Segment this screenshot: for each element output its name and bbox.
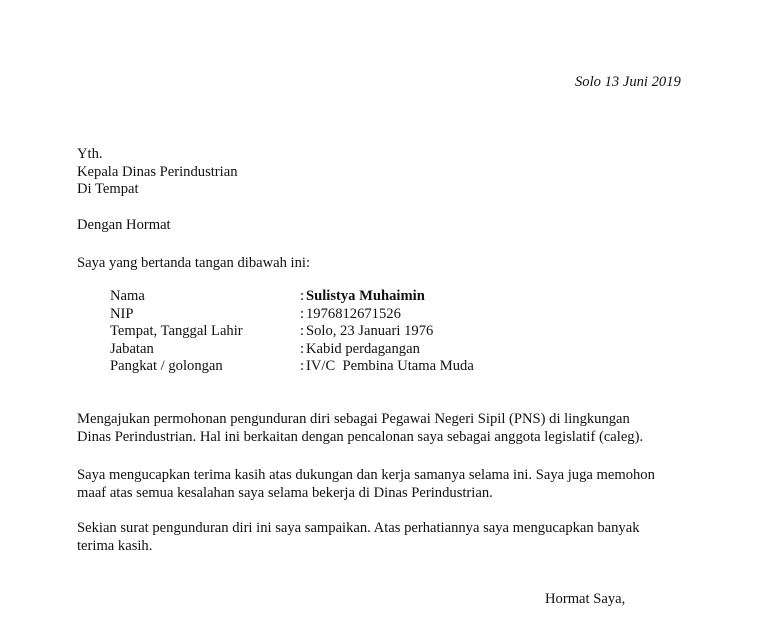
detail-label: Jabatan (110, 340, 154, 357)
recipient-name: Kepala Dinas Perindustrian (77, 163, 238, 180)
recipient-salutation: Yth. (77, 146, 103, 162)
detail-separator: : (300, 340, 305, 357)
detail-row-rank (110, 358, 530, 376)
paragraph-line: Mengajukan permohonan pengunduran diri sebagai Pegawai Negeri Sipil (PNS) di lingkungan (77, 411, 630, 427)
detail-value: Kabid perdagangan (306, 340, 420, 357)
personal-details (110, 288, 530, 376)
paragraph-line: Sekian surat pengunduran diri ini saya sampaikan. Atas perhatiannya saya mengucapkan banyak (77, 520, 640, 536)
closing-salutation: Hormat Saya, (545, 591, 626, 607)
recipient-address (77, 146, 238, 199)
detail-row-birth (110, 323, 530, 341)
detail-row-nip (110, 306, 530, 324)
detail-value: Solo, 23 Januari 1976 (306, 323, 434, 340)
detail-label: Pangkat / golongan (110, 358, 223, 375)
paragraph-closing (77, 520, 717, 555)
paragraph-resignation (77, 411, 717, 446)
paragraph-thanks (77, 467, 717, 502)
paragraph-line: maaf atas semua kesalahan saya selama bekerja di Dinas Perindustrian. (77, 484, 493, 501)
detail-value: IV/C Pembina Utama Muda (306, 358, 474, 375)
recipient-location: Di Tempat (77, 181, 139, 198)
detail-separator: : (300, 323, 305, 340)
detail-separator: : (300, 358, 305, 375)
paragraph-line: terima kasih. (77, 537, 153, 554)
intro-line: Saya yang bertanda tangan dibawah ini: (77, 255, 311, 271)
greeting: Dengan Hormat (77, 217, 171, 233)
paragraph-line: Dinas Perindustrian. Hal ini berkaitan dengan pencalonan saya sebagai anggota legislatif (caleg). (77, 428, 644, 445)
detail-label: Nama (110, 288, 145, 304)
paragraph-line: Saya mengucapkan terima kasih atas dukungan dan kerja samanya selama ini. Saya juga memohon (77, 467, 655, 483)
detail-separator: : (300, 305, 305, 322)
detail-row-name (110, 288, 530, 306)
letter-date: Solo 13 Juni 2019 (575, 74, 681, 90)
detail-separator: : (300, 288, 305, 304)
detail-row-position (110, 341, 530, 359)
detail-label: NIP (110, 305, 134, 322)
detail-value: Sulistya Muhaimin (306, 288, 425, 304)
detail-value: 1976812671526 (306, 305, 401, 322)
detail-label: Tempat, Tanggal Lahir (110, 323, 243, 340)
